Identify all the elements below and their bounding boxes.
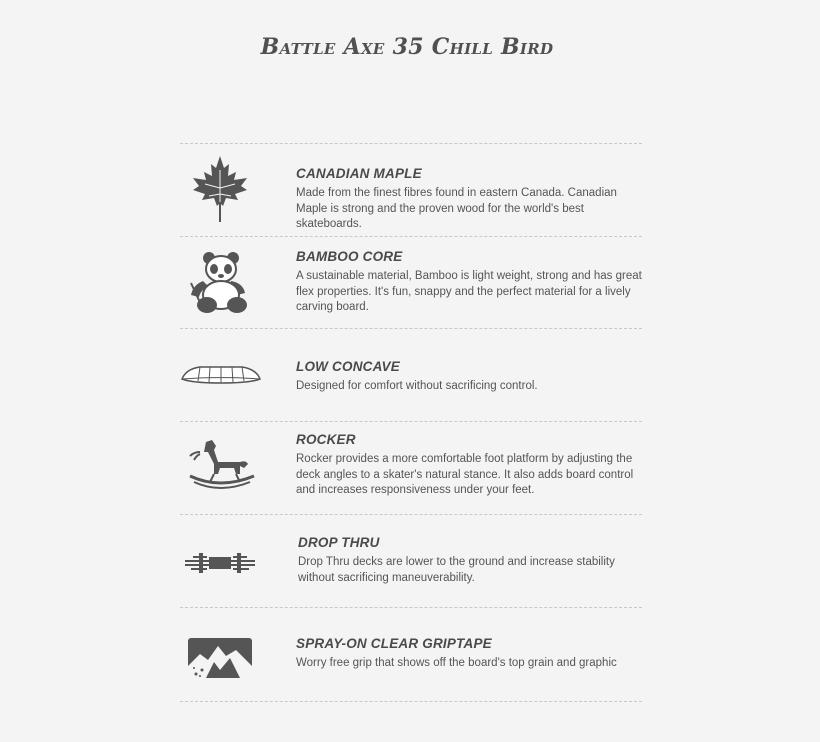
griptape-mountain-icon	[180, 636, 260, 680]
feature-spray-on-griptape	[180, 608, 642, 701]
feature-title: SPRAY-ON CLEAR GRIPTAPE	[296, 636, 492, 651]
feature-low-concave	[180, 329, 642, 421]
feature-bamboo-core	[180, 237, 642, 328]
feature-description: A sustainable material, Bamboo is light weight, strong and has great flex properties. It's fun, snappy and the perfect material for a lively carving board.	[296, 270, 642, 313]
feature-title: ROCKER	[296, 432, 356, 447]
divider	[180, 701, 642, 702]
feature-title: CANADIAN MAPLE	[296, 166, 422, 181]
feature-description: Drop Thru decks are lower to the ground and increase stability without sacrificing maneuverability.	[298, 556, 615, 584]
concave-deck-icon	[180, 363, 260, 387]
feature-drop-thru	[180, 515, 642, 607]
feature-title: LOW CONCAVE	[296, 359, 400, 374]
feature-description: Designed for comfort without sacrificing control.	[296, 380, 538, 392]
rocking-horse-icon	[180, 438, 260, 490]
feature-canadian-maple	[180, 144, 642, 236]
maple-leaf-icon	[180, 154, 260, 224]
feature-title: BAMBOO CORE	[296, 249, 403, 264]
page-title: Battle Axe 35 Chill Bird	[260, 34, 554, 60]
feature-description: Made from the finest fibres found in eastern Canada. Canadian Maple is strong and the proven wood for the world's best skateboards.	[296, 187, 617, 230]
panda-icon	[180, 249, 260, 317]
feature-rocker	[180, 422, 642, 514]
feature-title: DROP THRU	[298, 535, 380, 550]
feature-description: Rocker provides a more comfortable foot platform by adjusting the deck angles to a skater's natural stance. It also adds board control and increases responsiveness under your feet.	[296, 453, 634, 496]
feature-description: Worry free grip that shows off the board's top grain and graphic	[296, 657, 617, 669]
drop-thru-icon	[180, 551, 260, 575]
feature-list	[180, 143, 642, 702]
